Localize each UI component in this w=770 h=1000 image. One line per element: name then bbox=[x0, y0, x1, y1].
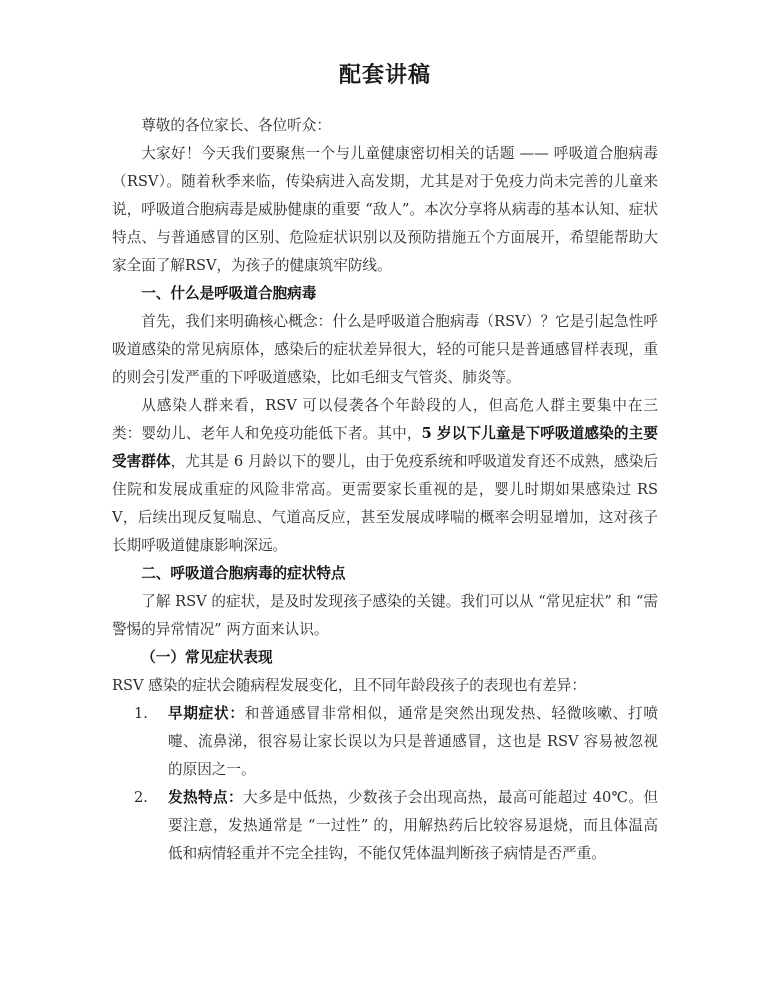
run-text-plain-b: ，尤其是 6 月龄以下的婴儿，由于免疫系统和呼吸道发育还不成熟，感染后住院和发展成重症的风险非常高。更需要家长重视的是，婴儿时期如果感染过 RSV，后续出现反复喘息、气道高反应，甚至发展成哮喘的概率会明显增加，这对孩子长期呼吸道健康影响深远。 bbox=[112, 453, 658, 554]
list-item bbox=[112, 784, 658, 868]
subsection-heading-2-1: （一）常见症状表现 bbox=[141, 649, 273, 666]
list-item-label-1: 早期症状 bbox=[168, 705, 230, 722]
list-item-text-2: 大多是中低热，少数孩子会出现高热，最高可能超过 40℃。但要注意，发热通常是 “一过性” 的，用解热药后比较容易退烧，而且体温高低和病情轻重并不完全挂钩，不能仅凭体温判断孩子病情是否严重。 bbox=[168, 789, 658, 862]
page-title: 配套讲稿 bbox=[338, 62, 431, 88]
paragraph-symptoms-intro: 了解 RSV 的症状，是及时发现孩子感染的关键。我们可以从 “常见症状” 和 “需警惕的异常情况” 两方面来认识。 bbox=[112, 593, 658, 638]
section-heading-1: 一、什么是呼吸道合胞病毒 bbox=[141, 285, 317, 302]
run-text-plain-a: 从感染人群来看，RSV 可以侵袭各个年龄段的人，但高危人群主要集中在三类：婴幼儿、老年人和免疫功能低下者。其中， bbox=[112, 397, 658, 442]
paragraph-salutation: 尊敬的各位家长、各位听众： bbox=[141, 117, 331, 134]
list-item bbox=[112, 700, 658, 784]
list-item-separator-1: ： bbox=[229, 705, 245, 722]
list-item-separator-2: ： bbox=[227, 789, 243, 806]
paragraph-high-risk-groups bbox=[112, 392, 658, 560]
paragraph-symptom-variation: RSV 感染的症状会随病程发展变化，且不同年龄段孩子的表现也有差异： bbox=[112, 677, 586, 694]
symptom-ordered-list bbox=[112, 700, 658, 868]
paragraph-definition: 首先，我们来明确核心概念：什么是呼吸道合胞病毒（RSV）？它是引起急性呼吸道感染的常见病原体，感染后的症状差异很大，轻的可能只是普通感冒样表现，重的则会引发严重的下呼吸道感染，比如毛细支气管炎、肺炎等。 bbox=[112, 313, 658, 386]
run-text-bold-a: 5 岁以下儿童是下呼吸道感染的主要受害群体 bbox=[112, 425, 658, 470]
paragraph-intro: 大家好！今天我们要聚焦一个与儿童健康密切相关的话题 —— 呼吸道合胞病毒（RSV）。随着秋季来临，传染病进入高发期，尤其是对于免疫力尚未完善的儿童来说，呼吸道合胞病毒是威胁健康的重要 “敌人”。本次分享将从病毒的基本认知、症状特点、与普通感冒的区别、危险症状识别以及预防措施五个方面展开，希望能帮助大家全面了解RSV，为孩子的健康筑牢防线。 bbox=[112, 145, 658, 274]
list-item-text-1: 和普通感冒非常相似，通常是突然出现发热、轻微咳嗽、打喷嚏、流鼻涕，很容易让家长误以为只是普通感冒，这也是 RSV 容易被忽视的原因之一。 bbox=[168, 705, 658, 778]
list-item-label-2: 发热特点 bbox=[168, 789, 228, 806]
section-heading-2: 二、呼吸道合胞病毒的症状特点 bbox=[141, 565, 346, 582]
document-content bbox=[112, 60, 658, 868]
